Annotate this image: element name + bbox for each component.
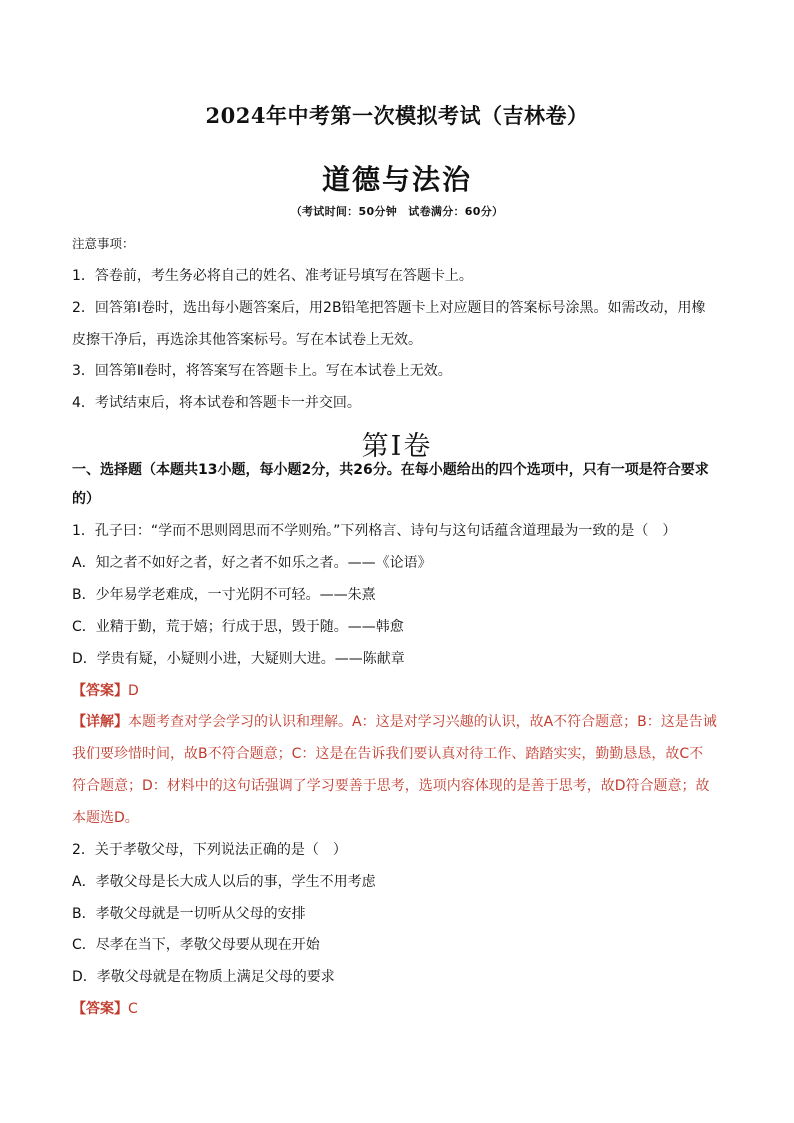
note-item-3: 3．回答第Ⅱ卷时，将答案写在答题卡上。写在本试卷上无效。 [72, 363, 452, 379]
note-item-2-cont: 皮擦干净后，再选涂其他答案标号。写在本试卷上无效。 [72, 332, 422, 348]
question-2-stem: 2．关于孝敬父母，下列说法正确的是（ ） [72, 842, 347, 858]
question-1-stem: 1．孔子曰：“学而不思则罔思而不学则殆。”下列格言、诗句与这句话蕴含道理最为一致的是（ ） [72, 523, 677, 539]
question-2-option-d: D．孝敬父母就是在物质上满足父母的要求 [72, 969, 335, 985]
answer-value: D [128, 683, 139, 699]
part-title: 第Ⅰ卷 [361, 431, 433, 462]
notes-heading: 注意事项： [72, 236, 135, 251]
question-2-option-b: B．孝敬父母就是一切听从父母的安排 [72, 906, 306, 922]
answer-tag: 【答案】 [72, 683, 128, 699]
section-heading-cont: 的） [72, 491, 100, 507]
question-2-answer [72, 999, 722, 1019]
question-1-option-d: D．学贵有疑，小疑则小进，大疑则大进。——陈献章 [72, 651, 405, 667]
question-1-detail-4: 本题选D。 [72, 810, 139, 826]
subject-title: 道德与法治 [321, 163, 472, 196]
question-1-answer [72, 681, 722, 701]
section-heading: 一、选择题（本题共13小题，每小题2分，共26分。在每小题给出的四个选项中，只有一项是符合要求 [72, 462, 709, 478]
question-1-detail-3: 符合题意；D：材料中的这句话强调了学习要善于思考，选项内容体现的是善于思考，故D符合题意；故 [72, 778, 710, 794]
answer-tag: 【答案】 [72, 1001, 128, 1017]
note-item-2: 2．回答第Ⅰ卷时，选出每小题答案后，用2B铅笔把答题卡上对应题目的答案标号涂黑。如需改动，用橡 [72, 300, 706, 316]
detail-text: 本题考查对学会学习的认识和理解。A：这是对学习兴趣的认识，故A不符合题意；B：这是告诫 [128, 714, 717, 730]
note-item-1: 1．答卷前，考生务必将自己的姓名、准考证号填写在答题卡上。 [72, 268, 473, 284]
question-1-detail-2: 我们要珍惜时间，故B不符合题意；C：这是在告诉我们要认真对待工作、踏踏实实，勤勤恳恳，故C不 [72, 746, 704, 762]
answer-value: C [128, 1001, 138, 1017]
question-1-detail-1 [72, 712, 722, 732]
detail-tag: 【详解】 [72, 714, 128, 730]
note-item-4: 4．考试结束后，将本试卷和答题卡一并交回。 [72, 395, 361, 411]
question-1-option-b: B．少年易学老难成，一寸光阴不可轻。——朱熹 [72, 587, 376, 603]
question-2-option-c: C．尽孝在当下，孝敬父母要从现在开始 [72, 937, 320, 953]
question-1-option-a: A．知之者不如好之者，好之者不如乐之者。——《论语》 [72, 555, 432, 571]
exam-title: 2024年中考第一次模拟考试（吉林卷） [205, 103, 589, 128]
question-2-option-a: A．孝敬父母是长大成人以后的事，学生不用考虑 [72, 874, 376, 890]
exam-info: （考试时间：50分钟 试卷满分：60分） [290, 205, 504, 218]
question-1-option-c: C．业精于勤，荒于嬉；行成于思，毁于随。——韩愈 [72, 619, 404, 635]
